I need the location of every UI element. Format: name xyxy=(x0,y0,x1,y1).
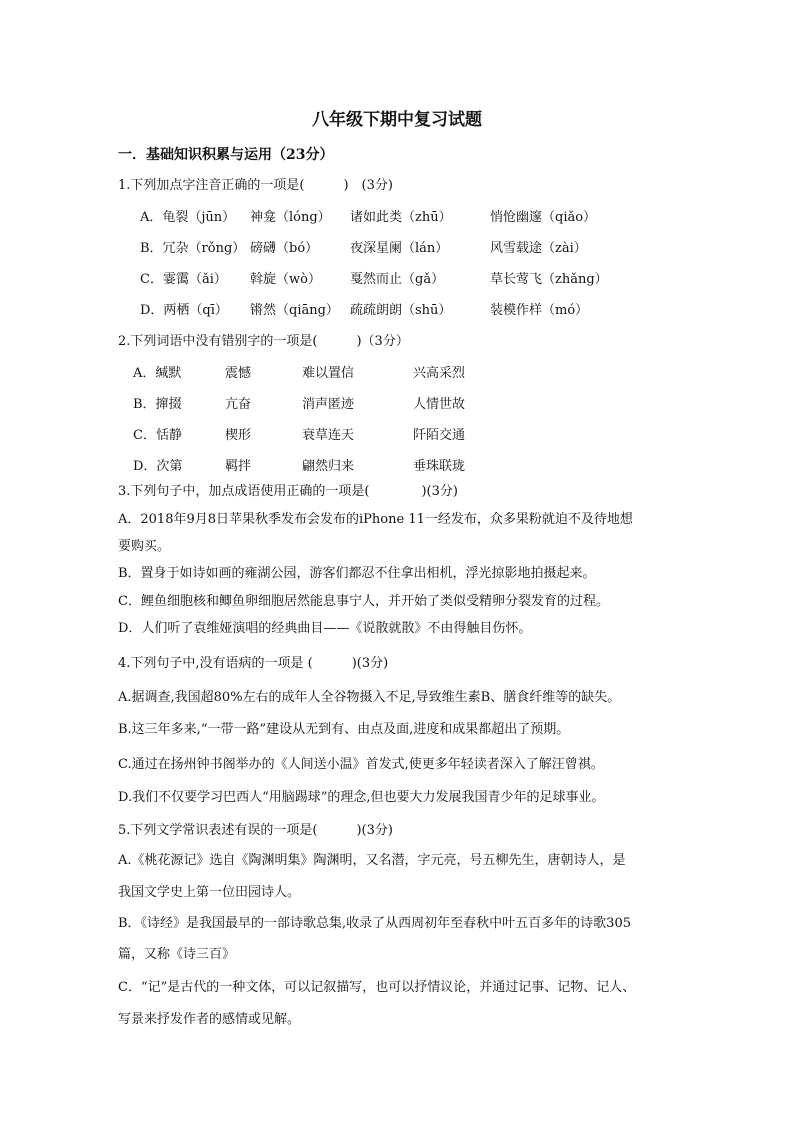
q1-option-a-1: A．龟裂（jūn） xyxy=(140,210,236,225)
q2-option-a-2: 震憾 xyxy=(225,366,252,381)
q2-option-b-4: 人情世故 xyxy=(413,397,466,412)
q1-option-d-2: 锵然（qiāng） xyxy=(250,303,339,318)
q1-option-d-1: D．两栖（qī） xyxy=(140,303,228,318)
q1-option-d-4: 装模作样（mó） xyxy=(490,303,589,318)
q2-option-c-2: 楔形 xyxy=(225,428,252,443)
q2-option-d-3: 翩然归来 xyxy=(302,459,355,474)
q4-option-a: A.据调查,我国超80%左右的成年人全谷物摄入不足,导致维生素B、膳食纤维等的缺失。 xyxy=(118,690,621,705)
q4-option-c: C.通过在扬州钟书阁举办的《人间送小温》首发式,使更多年轻读者深入了解汪曾祺。 xyxy=(118,757,604,772)
q2-option-c-4: 阡陌交通 xyxy=(413,428,466,443)
q2-option-a-1: A．缄默 xyxy=(133,366,182,381)
q2-option-d-2: 羁拌 xyxy=(225,459,252,474)
q1-option-c-3: 戛然而止（gǎ） xyxy=(350,272,445,287)
q3-option-a: A．2018年9月8日苹果秋季发布会发布的iPhone 11一经发布，众多果粉就迫不及待地想 xyxy=(118,512,633,527)
question-5-stem: 5.下列文学常识表述有误的一项是( )(3分) xyxy=(118,823,393,838)
q1-option-b-1: B．冗杂（rǒng） xyxy=(140,241,246,256)
q5-option-b-continued: 篇，又称《诗三百》 xyxy=(118,947,236,962)
q1-option-c-1: C．霎霭（ǎi） xyxy=(140,272,227,287)
q2-option-b-1: B．撺掇 xyxy=(133,397,182,412)
q1-option-a-3: 诸如此类（zhū） xyxy=(350,210,452,225)
q1-option-b-3: 夜深星阑（lán） xyxy=(350,241,449,256)
q1-option-d-3: 疏疏朗朗（shū） xyxy=(350,303,452,318)
q1-option-b-4: 风雪载途（zài） xyxy=(490,241,587,256)
q2-option-b-3: 消声匿迹 xyxy=(302,397,355,412)
q2-option-b-2: 亢奋 xyxy=(225,397,252,412)
question-1-stem: 1.下列加点字注音正确的一项是( ) (3分) xyxy=(118,178,393,193)
q5-option-c-continued: 写景来抒发作者的感情或见解。 xyxy=(118,1012,301,1027)
q2-option-a-4: 兴高采烈 xyxy=(413,366,466,381)
q2-option-c-3: 衰草连天 xyxy=(302,428,355,443)
q3-option-a-continued: 要购买。 xyxy=(118,539,171,554)
q2-option-c-1: C．恬静 xyxy=(133,428,182,443)
q1-option-c-2: 斡旋（wò） xyxy=(250,272,321,287)
question-4-stem: 4.下列句子中,没有语病的一项是 ( )(3分) xyxy=(118,656,389,671)
q3-option-b: B．置身于如诗如画的雍湖公园，游客们都忍不住拿出相机，浮光掠影地拍摄起来。 xyxy=(118,566,596,581)
question-3-stem: 3.下列句子中，加点成语使用正确的一项是( )(3分) xyxy=(118,484,458,499)
q2-option-a-3: 难以置信 xyxy=(302,366,355,381)
section-heading: 一．基础知识积累与运用（23分） xyxy=(118,147,334,163)
q3-option-c: C．鲤鱼细胞核和鲫鱼卵细胞居然能息事宁人，并开始了类似受精卵分裂发育的过程。 xyxy=(118,594,609,609)
q5-option-a-continued: 我国文学史上第一位田园诗人。 xyxy=(118,885,301,900)
q1-option-b-2: 磅礴（bó） xyxy=(250,241,319,256)
question-2-stem: 2.下列词语中没有错别字的一项是( )（3分） xyxy=(118,334,409,349)
q5-option-b: B．《诗经》是我国最早的一部诗歌总集,收录了从西周初年至春秋中叶五百多年的诗歌305 xyxy=(118,916,631,931)
q1-option-a-2: 神龛（lóng） xyxy=(250,210,331,225)
q4-option-b: B.这三年多来,“一带一路”建设从无到有、由点及面,进度和成果都超出了预期。 xyxy=(118,722,570,737)
q1-option-a-4: 悄怆幽邃（qiǎo） xyxy=(490,210,597,225)
q4-option-d: D.我们不仅要学习巴西人“用脑踢球”的理念,但也要大力发展我国青少年的足球事业。 xyxy=(118,790,605,805)
q2-option-d-4: 垂珠联珑 xyxy=(413,459,466,474)
q1-option-c-4: 草长莺飞（zhǎng） xyxy=(490,272,608,287)
q5-option-c: C．“记”是古代的一种文体，可以记叙描写，也可以抒情议论，并通过记事、记物、记人、 xyxy=(118,980,636,995)
page-title: 八年级下期中复习试题 xyxy=(312,110,482,130)
q2-option-d-1: D．次第 xyxy=(133,459,183,474)
q3-option-d: D．人们听了袁维娅演唱的经典曲目——《说散就散》不由得触目伤怀。 xyxy=(118,621,532,636)
q5-option-a: A.《桃花源记》选自《陶渊明集》陶渊明，又名潜，字元亮，号五柳先生，唐朝诗人，是 xyxy=(118,853,626,868)
